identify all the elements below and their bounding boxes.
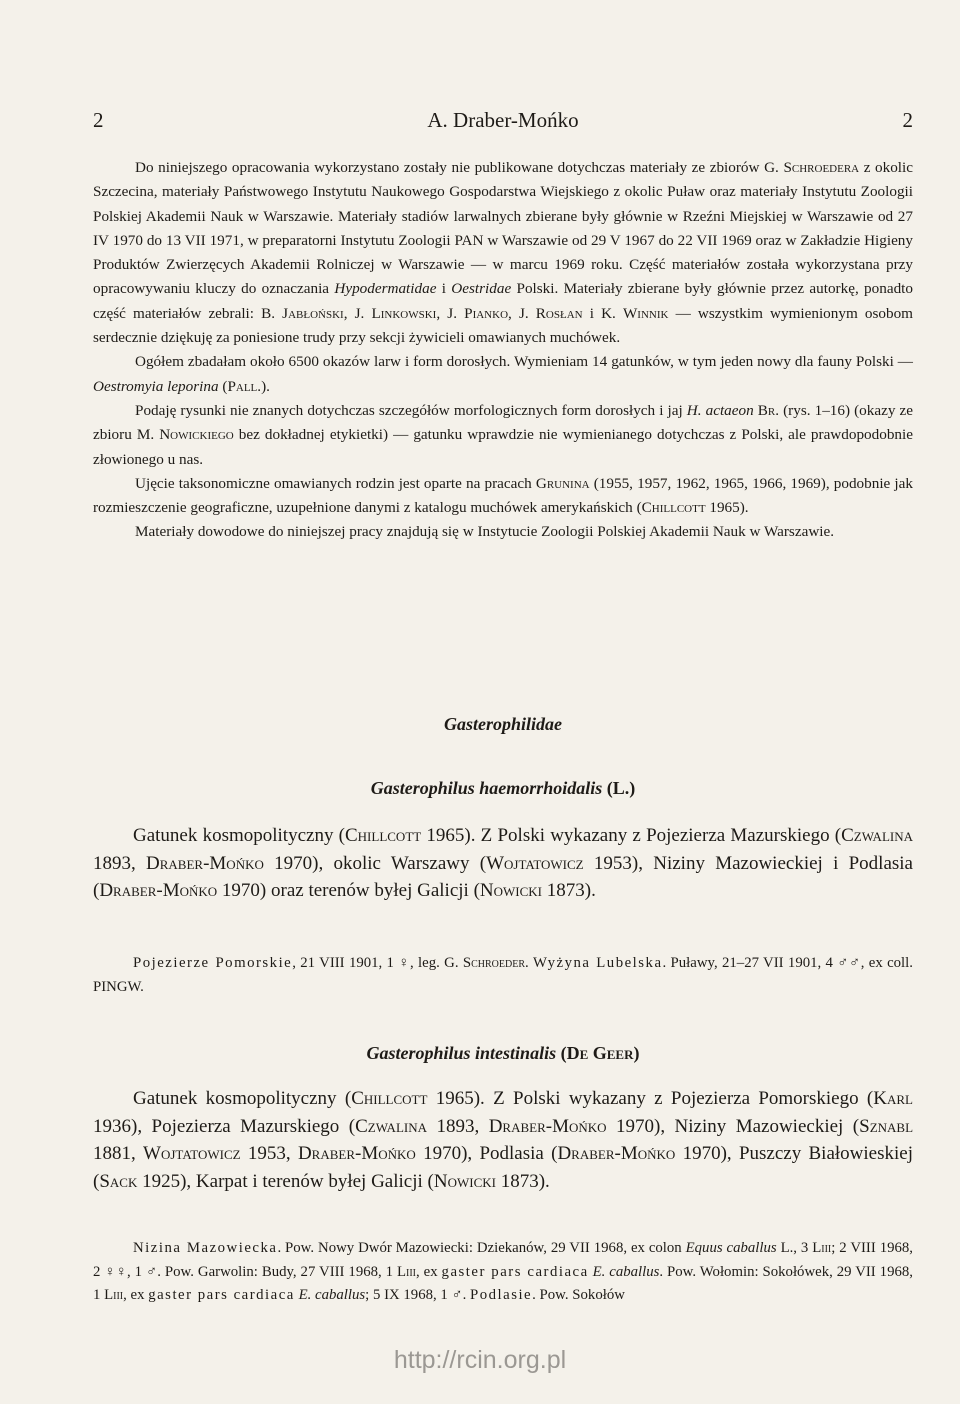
family-heading: Gasterophilidae [443, 714, 562, 734]
page-number-left: 2 [93, 108, 104, 132]
species-1-description: Gatunek kosmopolityczny (Chillcott 1965). Z Polski wykazany z Pojezierza Mazurskiego (Czwalina 1893, Draber-Mońko 1970), okolic Warszawy (Wojtatowicz 1953), Niziny Mazowieckiej i Podlasia (Draber-Mońko 1970) oraz terenów byłej Galicji (Nowicki 1873). [93, 825, 913, 901]
running-title: A. Draber-Mońko [427, 108, 579, 132]
species-name: Gasterophilus intestinalis [366, 1043, 557, 1063]
intro-paragraph-1: Do niniejszego opracowania wykorzystano zostały nie publikowane dotychczas materiały ze zbiorów G. Schroedera z okolic Szczecina, materiały Państwowego Instytutu Naukowego Gospodarstwa Wiejskiego z okolic Puław oraz materiały Instytutu Zoologii Polskiej Akademii Nauk w Warszawie. Materiały stadiów larwalnych zbierane były głównie w Rzeźni Miejskiej w Warszawie od 27 IV 1970 do 13 VII 1971, w preparatorni Instytutu Zoologii PAN w Warszawie od 29 V 1967 do 22 VII 1969 oraz w Zakładzie Higieny Produktów Zwierzęcych Akademii Rolniczej w Warszawie — w marcu 1969 roku. Część materiałów została wykorzystana przy opracowywaniu kluczy do oznaczania Hypodermatidae i Oestridae Polski. Materiały zbierane były głównie przez autorkę, ponadto część materiałów zebrali: B. Jabłoński, J. Linkowski, J. Pianko, J. Rosłan i K. Winnik — wszystkim wymienionym osobom serdecznie dziękuję za poniesione trudy przy sekcji żywicieli omawianych muchówek. [93, 159, 913, 347]
intro-paragraph-3: Podaję rysunki nie znanych dotychczas szczegółów morfologicznych form dorosłych i jaj H. actaeon Br. (rys. 1–16) (okazy ze zbioru M. Nowickiego bez dokładnej etykietki) — gatunku wprawdzie nie wymienianego dotychczas z Polski, ale prawdopodobnie złowionego u nas. [93, 401, 914, 468]
source-watermark: http://rcin.org.pl [393, 1346, 567, 1374]
introduction [93, 156, 913, 545]
species-2-description: Gatunek kosmopolityczny (Chillcott 1965). Z Polski wykazany z Pojezierza Pomorskiego (Karl 1936), Pojezierza Mazurskiego (Czwalina 1893, Draber-Mońko 1970), Niziny Mazowieckiej (Sznabl 1881, Wojtatowicz 1953, Draber-Mońko 1970), Podlasia (Draber-Mońko 1970), Puszczy Białowieskiej (Sack 1925), Karpat i terenów byłej Galicji (Nowicki 1873). [93, 1088, 914, 1192]
species-name: Gasterophilus haemorrhoidalis [370, 778, 603, 798]
species-heading-1 [93, 778, 913, 799]
intro-paragraph-4: Ujęcie taksonomiczne omawianych rodzin jest oparte na pracach Grunina (1955, 1957, 1962, 1965, 1966, 1969), podobnie jak rozmieszczenie geograficzne, uzupełnione danymi z katalogu muchówek amerykańskich (Chillcott 1965). [93, 474, 913, 517]
intro-paragraph-2: Ogółem zbadałam około 6500 okazów larw i form dorosłych. Wymieniam 14 gatunków, w tym jeden nowy dla fauny Polski — Oestromyia leporina (Pall.). [93, 353, 913, 395]
species-1-records: Pojezierze Pomorskie, 21 VIII 1901, 1 ♀, leg. G. Schroeder. Wyżyna Lubelska. Puławy, 21–27 VII 1901, 4 ♂♂, ex coll. PINGW. [93, 955, 913, 995]
species-author: De Geer [566, 1043, 634, 1063]
page-header [93, 108, 913, 138]
species-2-records: Nizina Mazowiecka. Pow. Nowy Dwór Mazowiecki: Dziekanów, 29 VII 1968, ex colon Equus caballus L., 3 Liii; 2 VIII 1968, 2 ♀♀, 1 ♂. Pow. Garwolin: Budy, 27 VIII 1968, 1 Liii, ex gaster pars cardiaca E. caballus. Pow. Wołomin: Sokołówek, 29 VII 1968, 1 Liii, ex gaster pars cardiaca E. caballus; 5 IX 1968, 1 ♂. Podlasie. Pow. Sokołów [93, 1240, 913, 1304]
species-author: (L.) [606, 778, 636, 798]
page-number-right: 2 [902, 108, 913, 132]
species-heading-2: Gasterophilus intestinalis (De Geer) [366, 1043, 640, 1063]
intro-paragraph-5: Materiały dowodowe do niniejszej pracy znajdują się w Instytucie Zoologii Polskiej Akademii Nauk w Warszawie. [135, 523, 835, 541]
